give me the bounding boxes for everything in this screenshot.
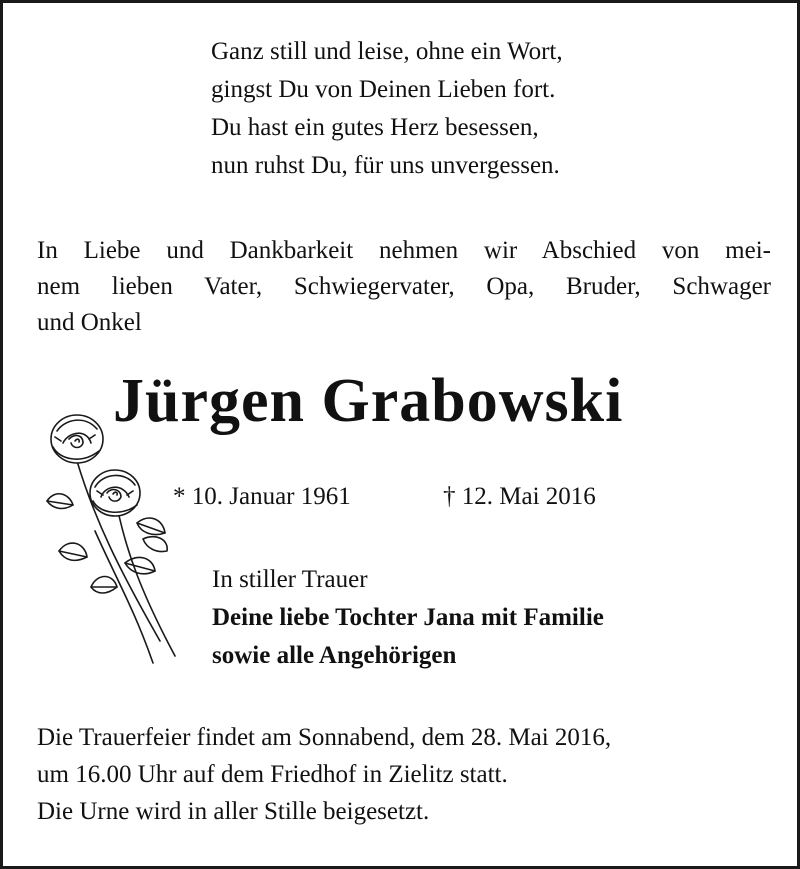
intro-line: In Liebe und Dankbarkeit nehmen wir Abschied von mei- xyxy=(37,237,771,264)
deceased-name: Jürgen Grabowski xyxy=(113,367,624,435)
intro-line: nem lieben Vater, Schwiegervater, Opa, Bruder, Schwager xyxy=(37,273,771,300)
intro-text xyxy=(37,233,771,341)
rose-icon xyxy=(25,401,195,681)
poem xyxy=(211,33,563,185)
ceremony-line: Die Urne wird in aller Stille beigesetzt. xyxy=(37,798,430,825)
mourning-heading: In stiller Trauer xyxy=(212,566,368,593)
mourner-line: sowie alle Angehörigen xyxy=(212,642,457,669)
poem-line: Ganz still und leise, ohne ein Wort, xyxy=(211,38,563,65)
ceremony-line: um 16.00 Uhr auf dem Friedhof in Zielitz statt. xyxy=(37,761,508,788)
birth-date: * 10. Januar 1961 xyxy=(173,483,351,510)
mourners-block xyxy=(212,561,604,675)
mourner-line: Deine liebe Tochter Jana mit Familie xyxy=(212,604,604,631)
ceremony-info xyxy=(37,719,611,830)
poem-line: nun ruhst Du, für uns unvergessen. xyxy=(211,152,560,179)
intro-line: und Onkel xyxy=(37,309,142,336)
death-date: † 12. Mai 2016 xyxy=(443,483,596,510)
ceremony-line: Die Trauerfeier findet am Sonnabend, dem 28. Mai 2016, xyxy=(37,724,612,751)
poem-line: Du hast ein gutes Herz besessen, xyxy=(211,114,539,141)
poem-line: gingst Du von Deinen Lieben fort. xyxy=(211,76,556,103)
